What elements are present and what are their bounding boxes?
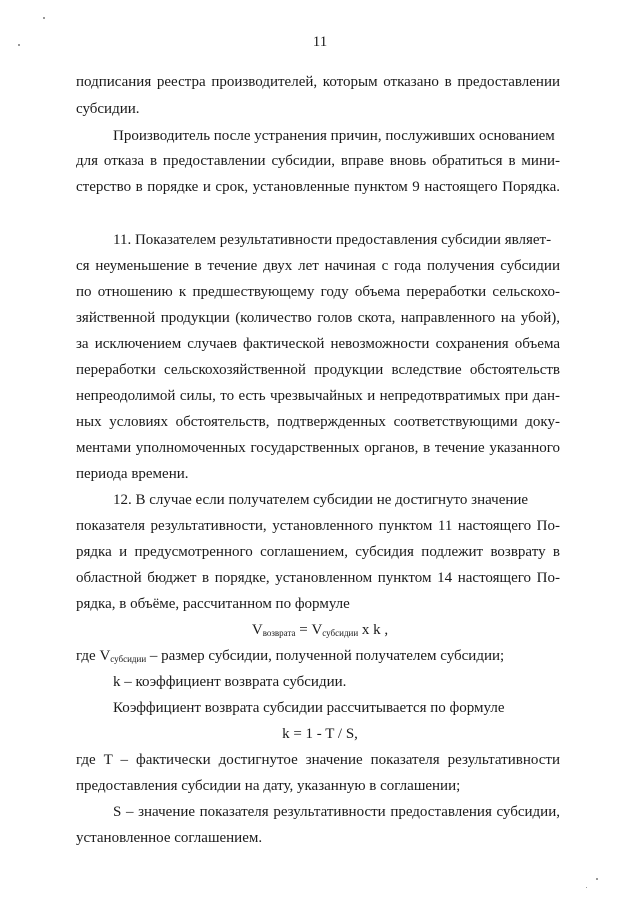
definition-prefix: где V [76, 648, 111, 664]
definition-line [76, 647, 504, 669]
paragraph-line: Коэффициент возврата субсидии рассчитывается по формуле [113, 700, 505, 716]
paragraph-line: субсидии. [76, 101, 140, 117]
paragraph-line: 11. Показателем результативности предоставления субсидии являет- [113, 232, 552, 248]
formula-coefficient: k = 1 - T / S, [282, 726, 358, 742]
formula-rest: x k , [358, 622, 389, 638]
paragraph-line: по отношению к предшествующему году объема переработки сельскохо- [76, 284, 560, 300]
paragraph-line: рядка и предусмотренного соглашением, субсидия подлежит возврату в [76, 544, 560, 560]
formula-subscript: возврата [262, 628, 296, 638]
paragraph-line: 12. В случае если получателем субсидии не достигнуто значение [113, 492, 529, 508]
scan-speck [586, 887, 587, 888]
definition-line: предоставления субсидии на дату, указанную в соглашении; [76, 778, 461, 794]
paragraph-line: Производитель после устранения причин, послуживших основанием [113, 128, 555, 144]
paragraph-line: рядка, в объёме, рассчитанном по формуле [76, 596, 350, 612]
paragraph-line: для отказа в предоставлении субсидии, вправе вновь обратиться в мини- [76, 153, 560, 169]
paragraph-line: непреодолимой силы, то есть чрезвычайных и непредотвратимых при дан- [76, 388, 560, 404]
paragraph-line: подписания реестра производителей, которым отказано в предоставлении [76, 74, 560, 90]
paragraph-line: ся неуменьшение в течение двух лет начиная с года получения субсидии [76, 258, 560, 274]
definition-line: установленное соглашением. [76, 830, 263, 846]
paragraph-line: переработки сельскохозяйственной продукции вследствие обстоятельств [76, 362, 560, 378]
scan-speck [596, 878, 598, 880]
paragraph-line: ментами уполномоченных государственных органов, в течение указанного [76, 440, 560, 456]
paragraph-line: стерство в порядке и срок, установленные пунктом 9 настоящего Порядка. [76, 179, 560, 195]
scan-speck [18, 44, 20, 46]
paragraph-line: областной бюджет в порядке, установленном пунктом 14 настоящего По- [76, 570, 560, 586]
formula-return [0, 621, 640, 643]
paragraph-line: ных условиях обстоятельств, подтвержденных соответствующими доку- [76, 414, 560, 430]
paragraph-line: периода времени. [76, 466, 189, 482]
definition-line: где T – фактически достигнутое значение показателя результативности [76, 752, 560, 768]
paragraph-line: показателя результативности, установленного пунктом 11 настоящего По- [76, 518, 560, 534]
formula-subscript: субсидии [110, 654, 147, 664]
page-number: 11 [312, 34, 328, 50]
definition-text: – размер субсидии, полученной получателем субсидии; [146, 648, 505, 664]
definition-line: k – коэффициент возврата субсидии. [113, 674, 347, 690]
scan-speck [43, 17, 45, 19]
formula-subscript: субсидии [322, 628, 359, 638]
definition-line: S – значение показателя результативности предоставления субсидии, [113, 804, 560, 820]
formula-equals: = [295, 622, 312, 638]
formula-variable: V [311, 622, 323, 638]
paragraph-line: зяйственной продукции (количество голов скота, направленного на убой), [76, 310, 560, 326]
paragraph-line: за исключением случаев фактической невозможности сохранения объема [76, 336, 560, 352]
formula-variable: V [251, 622, 263, 638]
